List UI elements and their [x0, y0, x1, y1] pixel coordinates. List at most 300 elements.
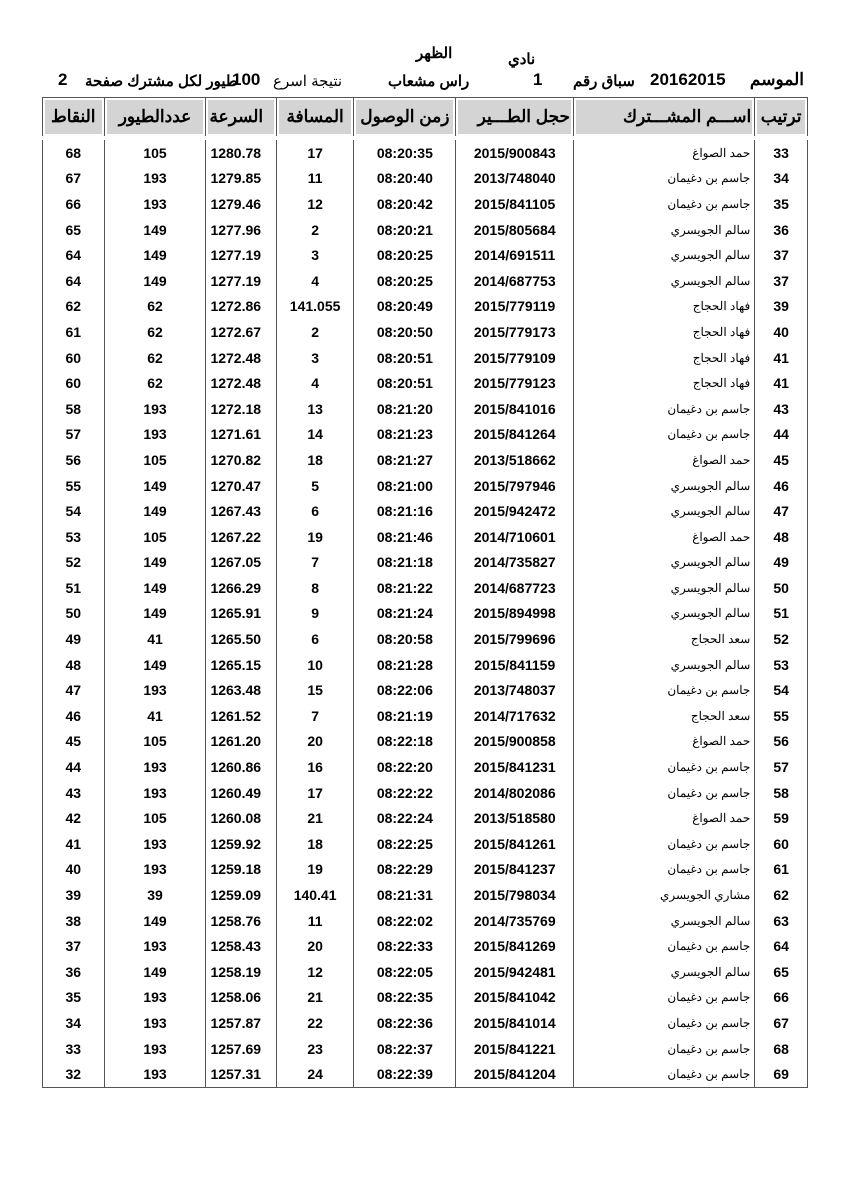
page-number: 2: [58, 70, 68, 89]
speed-cell: 1267.43: [206, 498, 277, 524]
rank-cell: 37: [755, 268, 808, 294]
birds-cell: 193: [104, 1010, 206, 1036]
table-row: [43, 677, 808, 703]
points-cell: 57: [43, 422, 105, 448]
points-cell: 50: [43, 601, 105, 627]
ring-cell: 2015/841221: [456, 1036, 574, 1062]
birds-cell: 193: [104, 985, 206, 1011]
table-row: [43, 473, 808, 499]
table-row: [43, 882, 808, 908]
time-cell: 08:22:06: [354, 677, 456, 703]
rank-cell: 58: [755, 780, 808, 806]
name-cell: سعد الحجاج: [574, 626, 755, 652]
points-cell: 41: [43, 831, 105, 857]
name-cell: سالم الجويسري: [574, 959, 755, 985]
points-cell: 44: [43, 754, 105, 780]
speed-cell: 1258.19: [206, 959, 277, 985]
table-row: [43, 933, 808, 959]
points-cell: 60: [43, 345, 105, 371]
distance-cell: 21: [276, 985, 353, 1011]
ring-cell: 2015/799696: [456, 626, 574, 652]
speed-cell: 1261.20: [206, 729, 277, 755]
time-cell: 08:20:35: [354, 138, 456, 166]
table-row: [43, 268, 808, 294]
birds-cell: 62: [104, 319, 206, 345]
table-row: [43, 601, 808, 627]
rank-cell: 39: [755, 294, 808, 320]
distance-cell: 8: [276, 575, 353, 601]
points-cell: 47: [43, 677, 105, 703]
speed-cell: 1260.08: [206, 805, 277, 831]
name-cell: سالم الجويسري: [574, 550, 755, 576]
time-cell: 08:22:18: [354, 729, 456, 755]
rank-cell: 35: [755, 191, 808, 217]
speed-cell: 1277.96: [206, 217, 277, 243]
name-cell: حمد الصواغ: [574, 729, 755, 755]
speed-cell: 1259.09: [206, 882, 277, 908]
speed-cell: 1279.85: [206, 166, 277, 192]
ring-cell: 2015/779123: [456, 370, 574, 396]
points-cell: 49: [43, 626, 105, 652]
distance-cell: 14: [276, 422, 353, 448]
points-cell: 36: [43, 959, 105, 985]
time-cell: 08:22:24: [354, 805, 456, 831]
table-row: [43, 1036, 808, 1062]
name-cell: سعد الحجاج: [574, 703, 755, 729]
speed-cell: 1272.18: [206, 396, 277, 422]
birds-cell: 193: [104, 166, 206, 192]
ring-cell: 2014/691511: [456, 242, 574, 268]
speed-cell: 1280.78: [206, 138, 277, 166]
time-cell: 08:21:24: [354, 601, 456, 627]
name-cell: حمد الصواغ: [574, 805, 755, 831]
col-birds: عددالطيور: [104, 98, 206, 139]
birds-cell: 193: [104, 780, 206, 806]
col-ring: حجل الطـــير: [456, 98, 574, 139]
name-cell: سالم الجويسري: [574, 908, 755, 934]
name-cell: حمد الصواغ: [574, 447, 755, 473]
birds-cell: 193: [104, 1061, 206, 1087]
rank-cell: 47: [755, 498, 808, 524]
points-cell: 43: [43, 780, 105, 806]
speed-cell: 1258.76: [206, 908, 277, 934]
points-cell: 53: [43, 524, 105, 550]
time-cell: 08:20:49: [354, 294, 456, 320]
table-row: [43, 780, 808, 806]
distance-cell: 7: [276, 703, 353, 729]
rank-cell: 41: [755, 370, 808, 396]
birds-cell: 149: [104, 217, 206, 243]
speed-cell: 1272.86: [206, 294, 277, 320]
ring-cell: 2015/841159: [456, 652, 574, 678]
speed-cell: 1265.91: [206, 601, 277, 627]
rank-cell: 33: [755, 138, 808, 166]
birds-cell: 149: [104, 550, 206, 576]
time-cell: 08:22:39: [354, 1061, 456, 1087]
rank-cell: 69: [755, 1061, 808, 1087]
distance-cell: 140.41: [276, 882, 353, 908]
ring-cell: 2015/797946: [456, 473, 574, 499]
points-cell: 40: [43, 857, 105, 883]
speed-cell: 1271.61: [206, 422, 277, 448]
race-number: 1: [533, 70, 543, 89]
ring-cell: 2015/894998: [456, 601, 574, 627]
distance-cell: 11: [276, 908, 353, 934]
rank-cell: 55: [755, 703, 808, 729]
table-row: [43, 498, 808, 524]
table-row: [43, 217, 808, 243]
time-cell: 08:21:46: [354, 524, 456, 550]
ring-cell: 2015/841014: [456, 1010, 574, 1036]
name-cell: جاسم بن دغيمان: [574, 1010, 755, 1036]
points-cell: 52: [43, 550, 105, 576]
rank-cell: 50: [755, 575, 808, 601]
points-cell: 60: [43, 370, 105, 396]
table-row: [43, 370, 808, 396]
distance-cell: 11: [276, 166, 353, 192]
speed-cell: 1266.29: [206, 575, 277, 601]
birds-count: 100: [232, 70, 261, 89]
col-time: زمن الوصول: [354, 98, 456, 139]
distance-cell: 4: [276, 268, 353, 294]
ring-cell: 2014/687723: [456, 575, 574, 601]
points-cell: 35: [43, 985, 105, 1011]
ring-cell: 2013/748037: [456, 677, 574, 703]
speed-cell: 1279.46: [206, 191, 277, 217]
name-cell: سالم الجويسري: [574, 217, 755, 243]
birds-cell: 193: [104, 677, 206, 703]
ring-cell: 2015/900858: [456, 729, 574, 755]
time-cell: 08:22:35: [354, 985, 456, 1011]
rank-cell: 41: [755, 345, 808, 371]
name-cell: سالم الجويسري: [574, 242, 755, 268]
time-cell: 08:20:51: [354, 345, 456, 371]
birds-cell: 193: [104, 754, 206, 780]
name-cell: جاسم بن دغيمان: [574, 677, 755, 703]
ring-cell: 2015/900843: [456, 138, 574, 166]
name-cell: جاسم بن دغيمان: [574, 754, 755, 780]
speed-cell: 1277.19: [206, 242, 277, 268]
speed-cell: 1259.92: [206, 831, 277, 857]
table-row: [43, 652, 808, 678]
ring-cell: 2015/798034: [456, 882, 574, 908]
time-cell: 08:20:42: [354, 191, 456, 217]
result-label: نتيجة اسرع: [273, 73, 343, 90]
ring-cell: 2013/518580: [456, 805, 574, 831]
name-cell: سالم الجويسري: [574, 575, 755, 601]
speed-cell: 1270.82: [206, 447, 277, 473]
ring-cell: 2014/717632: [456, 703, 574, 729]
birds-cell: 193: [104, 831, 206, 857]
name-cell: جاسم بن دغيمان: [574, 780, 755, 806]
rank-cell: 53: [755, 652, 808, 678]
speed-cell: 1277.19: [206, 268, 277, 294]
time-cell: 08:20:25: [354, 242, 456, 268]
distance-cell: 10: [276, 652, 353, 678]
results-table: [42, 97, 808, 1088]
birds-cell: 105: [104, 729, 206, 755]
ring-cell: 2015/841264: [456, 422, 574, 448]
name-cell: جاسم بن دغيمان: [574, 396, 755, 422]
time-cell: 08:21:22: [354, 575, 456, 601]
speed-cell: 1265.50: [206, 626, 277, 652]
birds-cell: 105: [104, 524, 206, 550]
ring-cell: 2015/779119: [456, 294, 574, 320]
time-cell: 08:21:00: [354, 473, 456, 499]
points-cell: 64: [43, 268, 105, 294]
distance-cell: 24: [276, 1061, 353, 1087]
time-cell: 08:22:37: [354, 1036, 456, 1062]
birds-cell: 149: [104, 498, 206, 524]
birds-cell: 149: [104, 601, 206, 627]
points-cell: 46: [43, 703, 105, 729]
time-cell: 08:22:02: [354, 908, 456, 934]
table-row: [43, 294, 808, 320]
distance-cell: 2: [276, 217, 353, 243]
name-cell: سالم الجويسري: [574, 473, 755, 499]
distance-cell: 19: [276, 524, 353, 550]
distance-cell: 22: [276, 1010, 353, 1036]
time-cell: 08:20:58: [354, 626, 456, 652]
points-cell: 48: [43, 652, 105, 678]
points-cell: 37: [43, 933, 105, 959]
col-distance: المسافة: [276, 98, 353, 139]
points-cell: 56: [43, 447, 105, 473]
rank-cell: 63: [755, 908, 808, 934]
speed-cell: 1259.18: [206, 857, 277, 883]
name-cell: فهاد الحجاج: [574, 370, 755, 396]
points-cell: 34: [43, 1010, 105, 1036]
name-cell: جاسم بن دغيمان: [574, 831, 755, 857]
table-row: [43, 242, 808, 268]
speed-cell: 1270.47: [206, 473, 277, 499]
birds-cell: 193: [104, 933, 206, 959]
rank-cell: 49: [755, 550, 808, 576]
distance-cell: 18: [276, 447, 353, 473]
col-speed: السرعة: [206, 98, 277, 139]
points-cell: 54: [43, 498, 105, 524]
birds-cell: 62: [104, 345, 206, 371]
table-row: [43, 959, 808, 985]
name-cell: فهاد الحجاج: [574, 294, 755, 320]
rank-cell: 34: [755, 166, 808, 192]
name-cell: جاسم بن دغيمان: [574, 1036, 755, 1062]
name-cell: حمد الصواغ: [574, 138, 755, 166]
birds-cell: 149: [104, 242, 206, 268]
speed-cell: 1257.69: [206, 1036, 277, 1062]
rank-cell: 68: [755, 1036, 808, 1062]
ring-cell: 2015/805684: [456, 217, 574, 243]
rank-cell: 46: [755, 473, 808, 499]
points-cell: 42: [43, 805, 105, 831]
name-cell: جاسم بن دغيمان: [574, 1061, 755, 1087]
speed-cell: 1261.52: [206, 703, 277, 729]
birds-cell: 149: [104, 473, 206, 499]
ring-cell: 2014/802086: [456, 780, 574, 806]
speed-cell: 1257.87: [206, 1010, 277, 1036]
distance-cell: 13: [276, 396, 353, 422]
table-row: [43, 908, 808, 934]
birds-cell: 41: [104, 703, 206, 729]
birds-cell: 105: [104, 447, 206, 473]
speed-cell: 1260.49: [206, 780, 277, 806]
points-cell: 61: [43, 319, 105, 345]
table-row: [43, 422, 808, 448]
ring-cell: 2014/735769: [456, 908, 574, 934]
table-row: [43, 1010, 808, 1036]
ring-cell: 2015/779109: [456, 345, 574, 371]
distance-cell: 16: [276, 754, 353, 780]
ring-cell: 2015/942481: [456, 959, 574, 985]
name-cell: سالم الجويسري: [574, 268, 755, 294]
distance-cell: 21: [276, 805, 353, 831]
name-cell: جاسم بن دغيمان: [574, 857, 755, 883]
birds-cell: 149: [104, 652, 206, 678]
ring-cell: 2014/710601: [456, 524, 574, 550]
table-row: [43, 729, 808, 755]
rank-cell: 60: [755, 831, 808, 857]
time-cell: 08:22:05: [354, 959, 456, 985]
points-cell: 32: [43, 1061, 105, 1087]
time-cell: 08:21:20: [354, 396, 456, 422]
name-cell: سالم الجويسري: [574, 652, 755, 678]
points-cell: 66: [43, 191, 105, 217]
table-row: [43, 396, 808, 422]
name-cell: جاسم بن دغيمان: [574, 166, 755, 192]
rank-cell: 65: [755, 959, 808, 985]
name-cell: مشاري الجويسري: [574, 882, 755, 908]
distance-cell: 20: [276, 729, 353, 755]
rank-cell: 48: [755, 524, 808, 550]
points-cell: 62: [43, 294, 105, 320]
speed-cell: 1267.22: [206, 524, 277, 550]
ring-cell: 2013/748040: [456, 166, 574, 192]
speed-cell: 1258.43: [206, 933, 277, 959]
season-label: الموسم: [749, 70, 804, 89]
speed-cell: 1258.06: [206, 985, 277, 1011]
speed-cell: 1272.48: [206, 345, 277, 371]
birds-cell: 62: [104, 294, 206, 320]
table-row: [43, 191, 808, 217]
name-cell: جاسم بن دغيمان: [574, 191, 755, 217]
name-cell: حمد الصواغ: [574, 524, 755, 550]
ring-cell: 2015/841105: [456, 191, 574, 217]
rank-cell: 61: [755, 857, 808, 883]
distance-cell: 5: [276, 473, 353, 499]
name-cell: فهاد الحجاج: [574, 319, 755, 345]
rank-cell: 54: [755, 677, 808, 703]
table-row: [43, 524, 808, 550]
name-cell: سالم الجويسري: [574, 601, 755, 627]
birds-cell: 105: [104, 805, 206, 831]
speed-cell: 1272.48: [206, 370, 277, 396]
speed-cell: 1272.67: [206, 319, 277, 345]
time-cell: 08:22:36: [354, 1010, 456, 1036]
table-row: [43, 805, 808, 831]
distance-cell: 4: [276, 370, 353, 396]
table-row: [43, 138, 808, 166]
time-cell: 08:20:25: [354, 268, 456, 294]
race-label: سباق رقم: [573, 73, 635, 90]
distance-cell: 15: [276, 677, 353, 703]
col-name: اســـم المشـــترك: [574, 98, 755, 139]
col-points: النقاط: [43, 98, 105, 139]
table-row: [43, 447, 808, 473]
points-cell: 38: [43, 908, 105, 934]
birds-cell: 149: [104, 959, 206, 985]
time-cell: 08:21:19: [354, 703, 456, 729]
time-cell: 08:20:50: [354, 319, 456, 345]
speed-cell: 1267.05: [206, 550, 277, 576]
distance-cell: 9: [276, 601, 353, 627]
time-cell: 08:21:28: [354, 652, 456, 678]
birds-cell: 62: [104, 370, 206, 396]
table-row: [43, 319, 808, 345]
birds-cell: 193: [104, 857, 206, 883]
location: راس مشعاب: [388, 73, 470, 90]
distance-cell: 18: [276, 831, 353, 857]
ring-cell: 2015/841237: [456, 857, 574, 883]
name-cell: فهاد الحجاج: [574, 345, 755, 371]
table-header-row: [43, 98, 808, 139]
per-member-label: طيور لكل مشترك صفحة: [85, 73, 238, 90]
birds-cell: 149: [104, 575, 206, 601]
points-cell: 68: [43, 138, 105, 166]
name-cell: جاسم بن دغيمان: [574, 933, 755, 959]
points-cell: 33: [43, 1036, 105, 1062]
time-cell: 08:22:29: [354, 857, 456, 883]
name-cell: سالم الجويسري: [574, 498, 755, 524]
time-cell: 08:20:51: [354, 370, 456, 396]
table-row: [43, 550, 808, 576]
birds-cell: 41: [104, 626, 206, 652]
rank-cell: 52: [755, 626, 808, 652]
table-row: [43, 626, 808, 652]
distance-cell: 3: [276, 242, 353, 268]
distance-cell: 23: [276, 1036, 353, 1062]
ring-cell: 2015/841261: [456, 831, 574, 857]
table-row: [43, 166, 808, 192]
points-cell: 39: [43, 882, 105, 908]
distance-cell: 6: [276, 498, 353, 524]
table-row: [43, 575, 808, 601]
table-row: [43, 985, 808, 1011]
rank-cell: 51: [755, 601, 808, 627]
ring-cell: 2015/942472: [456, 498, 574, 524]
birds-cell: 193: [104, 1036, 206, 1062]
table-row: [43, 345, 808, 371]
speed-cell: 1257.31: [206, 1061, 277, 1087]
ring-cell: 2015/841016: [456, 396, 574, 422]
rank-cell: 64: [755, 933, 808, 959]
time-cell: 08:22:25: [354, 831, 456, 857]
name-cell: جاسم بن دغيمان: [574, 422, 755, 448]
points-cell: 51: [43, 575, 105, 601]
birds-cell: 149: [104, 908, 206, 934]
name-cell: جاسم بن دغيمان: [574, 985, 755, 1011]
ring-cell: 2015/841204: [456, 1061, 574, 1087]
rank-cell: 36: [755, 217, 808, 243]
season-value: 20162015: [650, 70, 726, 89]
time-cell: 08:22:22: [354, 780, 456, 806]
distance-cell: 7: [276, 550, 353, 576]
table-row: [43, 703, 808, 729]
ring-cell: 2015/841231: [456, 754, 574, 780]
time-cell: 08:21:27: [354, 447, 456, 473]
points-cell: 67: [43, 166, 105, 192]
birds-cell: 193: [104, 191, 206, 217]
time-cell: 08:21:23: [354, 422, 456, 448]
